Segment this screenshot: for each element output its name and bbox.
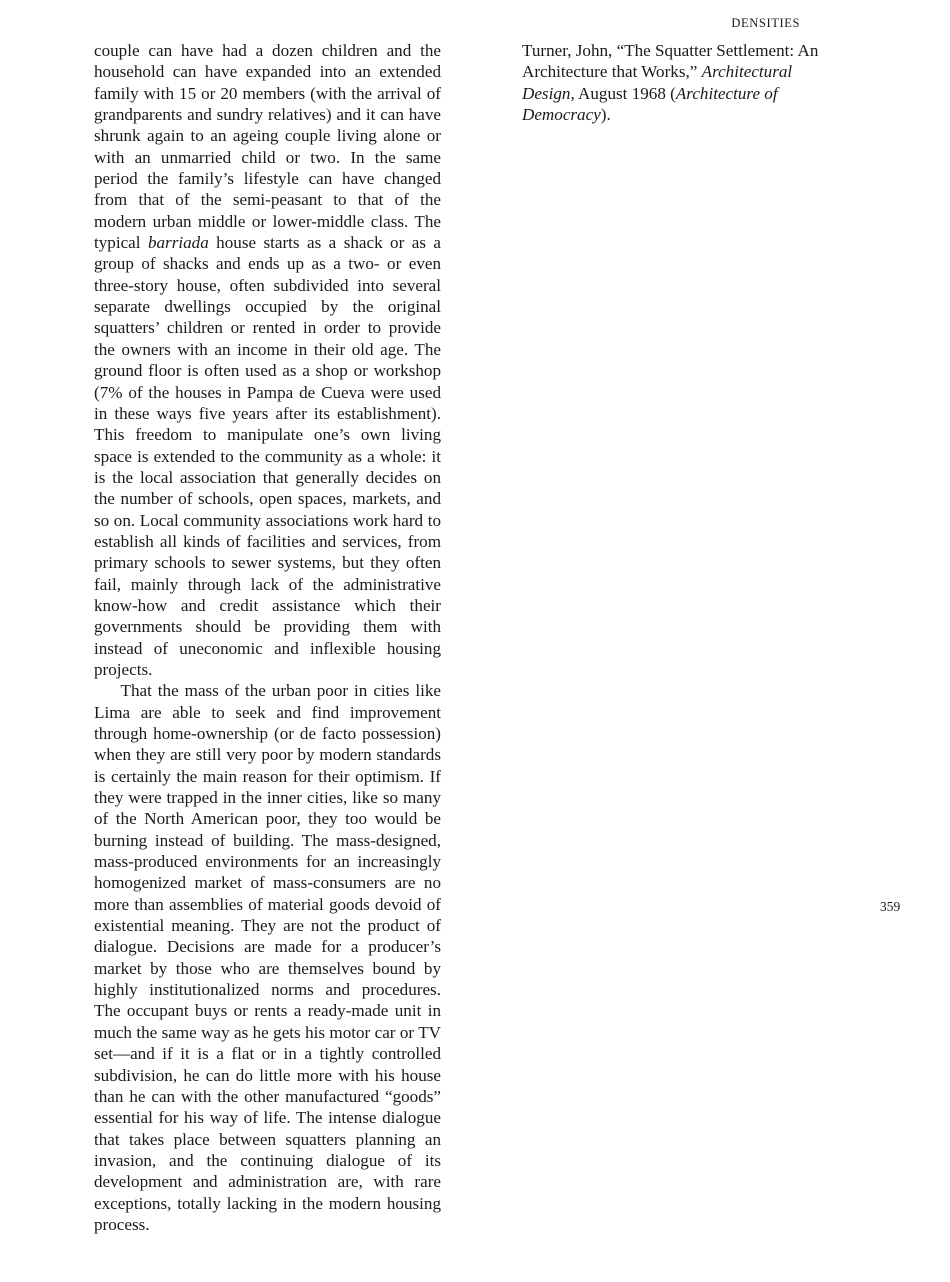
paragraph-urban-poor-paragraph: That the mass of the urban poor in cities like Lima are able to seek and find improvement through home-ownership (or de facto possession) when they are still very poor by modern standards is certainly the main reason for their optimism. If they were trapped in the inner cities, like so many of the North American poor, they too would be burning instead of building. The mass-designed, mass-produced environments for an increasingly homogenized market of mass-consumers are no more than assemblies of material goods devoid of existential meaning. They are not the product of dialogue. Decisions are made for a producer’s market by those who are themselves bound by highly institutionalized norms and procedures. The occupant buys or rents a ready-made unit in much the same way as he gets his motor car or TV set—and if it is a flat or in a tightly controlled subdivision, he can do little more with his house than he can with the other manufactured “goods” essential for his way of life. The intense dialogue that takes place between squatters planning an invasion, and the continuing dialogue of its development and administration are, with rare exceptions, totally lacking in the modern housing process. [94,681,441,1234]
italic-run: Architectural Design [522,62,793,103]
paragraph-continued-paragraph: couple can have had a dozen children and the household can have expanded into an extended family with 15 or 20 members (with the arrival of grandparents and sundry relatives) and it can have shrunk again to an ageing couple living alone or with an unmarried child or two. In the same period the family’s lifestyle can have changed from that of the semi-peasant to that of the modern urban middle or lower-middle class. The typical barriada house starts as a shack or as a group of shacks and ends up as a two- or even three-story house, often subdivided into several separate dwellings occupied by the original squatters’ children or rented in order to provide the owners with an income in their old age. The ground floor is often used as a shop or workshop (7% of the houses in Pampa de Cueva were used in these ways five years after its establishment). This freedom to manipulate one’s own living space is extended to the community as a whole: it is the local association that generally decides on the number of schools, open spaces, markets, and so on. Local community associations work hard to establish all kinds of facilities and services, from primary schools to sewer systems, but they often fail, mainly through lack of the administrative know-how and credit assistance which their governments should be providing them with instead of uneconomic and inflexible housing projects. [94,41,441,679]
running-head: DENSITIES [731,16,800,30]
marginal-citation-column [522,40,822,125]
italic-run: barriada [147,233,209,253]
italic-run: Architecture of Democracy [522,83,778,125]
main-text-column [94,40,441,1235]
page-number: 359 [880,899,901,914]
citation-turner-citation: Turner, John, “The Squatter Settlement: An Architecture that Works,” Architectural Design, August 1968 (Architecture of Democracy). [522,41,819,125]
